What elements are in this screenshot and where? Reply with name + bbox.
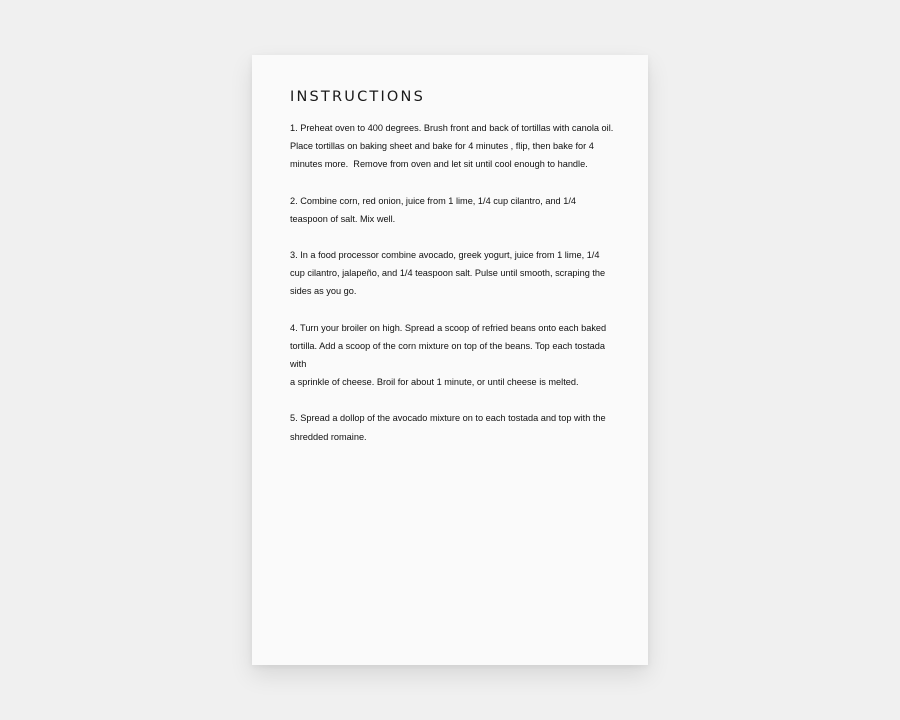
instruction-step-3: 3. In a food processor combine avocado, greek yogurt, juice from 1 lime, 1/4 cup cilantro, jalapeño, and 1/4 teaspoon salt. Pulse until smooth, scraping the sides as you go. [290,250,606,297]
instruction-steps [290,119,618,446]
instruction-step-4: 4. Turn your broiler on high. Spread a scoop of refried beans onto each baked tortilla. Add a scoop of the corn mixture on top of the beans. Top each tostada with a sprinkle of cheese. Broil for about 1 minute, or until cheese is melted. [290,322,607,388]
recipe-page [252,55,648,665]
instruction-step-5: 5. Spread a dollop of the avocado mixture on to each tostada and top with the shredded romaine. [290,413,606,442]
instruction-step-1: 1. Preheat oven to 400 degrees. Brush front and back of tortillas with canola oil. Place tortillas on baking sheet and bake for 4 minutes , flip, then bake for 4 minutes more. Remove from oven and let sit until cool enough to handle. [290,123,614,170]
instructions-heading: INSTRUCTIONS [290,89,425,105]
instruction-step-2: 2. Combine corn, red onion, juice from 1 lime, 1/4 cup cilantro, and 1/4 teaspoon of salt. Mix well. [290,195,576,224]
